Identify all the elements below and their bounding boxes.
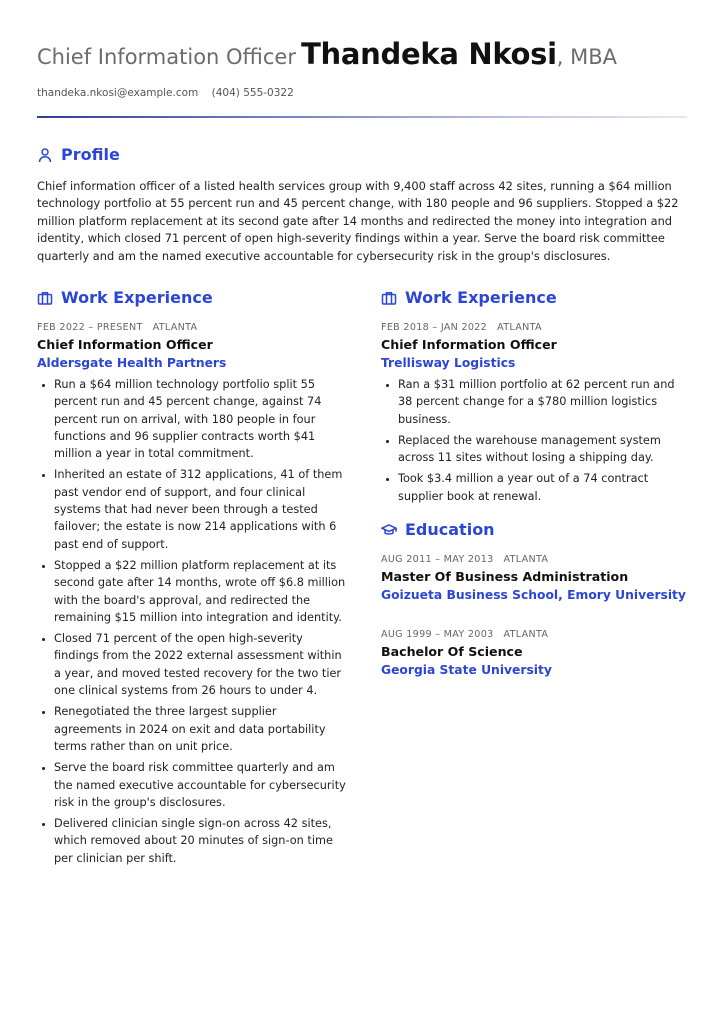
email-text: thandeka.nkosi@example.com bbox=[37, 87, 199, 99]
education-location: ATLANTA bbox=[503, 629, 549, 640]
work-experience-heading-2 bbox=[381, 288, 557, 307]
briefcase-icon bbox=[381, 290, 397, 306]
list-item: • Ran a $31 million portfolio at 62 percent run and 38 percent change for a $780 million logistics business. bbox=[398, 376, 686, 428]
job-location: ATLANTA bbox=[152, 322, 198, 333]
job-meta bbox=[381, 322, 686, 333]
education-heading bbox=[381, 520, 495, 539]
phone-text: (404) 555-0322 bbox=[211, 87, 294, 99]
list-item: • Closed 71 percent of the open high-severity findings from the 2022 external assessment within a year, and moved tested recovery for the two tier one clinical systems from 26 hours to under 4. bbox=[54, 630, 347, 699]
person-name: Thandeka Nkosi bbox=[301, 37, 557, 71]
list-item: • Inherited an estate of 312 applications, 41 of them past vendor end of support, and four clinical systems that had never been through a tested failover; the estate is now 214 applications with 6 past end of support. bbox=[54, 466, 347, 552]
name-line bbox=[37, 36, 687, 77]
graduation-cap-icon bbox=[381, 522, 397, 538]
job-trellisway bbox=[381, 322, 686, 509]
list-item: • Delivered clinician single sign-on across 42 sites, which removed about 20 minutes of sign-on time per clinician per shift. bbox=[54, 815, 347, 867]
list-item: • Renegotiated the three largest supplier agreements in 2024 on exit and data portability terms rather than on unit price. bbox=[54, 703, 347, 755]
job-role: Chief Information Officer bbox=[37, 337, 213, 352]
job-location: ATLANTA bbox=[497, 322, 542, 333]
list-item: • Serve the board risk committee quarterly and am the named executive accountable for cybersecurity risk in the group's disclosures. bbox=[54, 759, 347, 811]
education-meta bbox=[381, 554, 686, 565]
profile-heading-label: Profile bbox=[61, 145, 120, 164]
education-item-bs bbox=[381, 629, 686, 677]
contact-line bbox=[37, 87, 304, 99]
list-item: • Run a $64 million technology portfolio split 55 percent run and 45 percent change, against 74 percent run on arrival, with 180 people in four functions and 96 supplier contracts worth $41 million a year in total commitment. bbox=[54, 376, 347, 462]
education-dates: AUG 2011 – MAY 2013 bbox=[381, 554, 494, 565]
education-school: Goizueta Business School, Emory University bbox=[381, 588, 686, 602]
job-role: Chief Information Officer bbox=[381, 337, 557, 352]
header-divider bbox=[37, 116, 687, 118]
job-dates: FEB 2018 – JAN 2022 bbox=[381, 322, 488, 333]
name-suffix: , MBA bbox=[556, 45, 618, 69]
education-degree: Master Of Business Administration bbox=[381, 569, 629, 584]
education-location: ATLANTA bbox=[503, 554, 549, 565]
work-experience-heading-label: Work Experience bbox=[405, 288, 557, 307]
user-icon bbox=[37, 147, 53, 163]
education-degree: Bachelor Of Science bbox=[381, 644, 523, 659]
job-bullets bbox=[37, 376, 347, 867]
list-item: • Replaced the warehouse management system across 11 sites without losing a shipping day. bbox=[398, 432, 686, 467]
list-item: • Took $3.4 million a year out of a 74 contract supplier book at renewal. bbox=[398, 470, 686, 505]
job-company: Trellisway Logistics bbox=[381, 356, 516, 370]
education-dates: AUG 1999 – MAY 2003 bbox=[381, 629, 494, 640]
briefcase-icon bbox=[37, 290, 53, 306]
education-item-mba bbox=[381, 554, 686, 602]
work-experience-heading bbox=[37, 288, 213, 307]
job-bullets bbox=[381, 376, 686, 505]
work-experience-heading-label: Work Experience bbox=[61, 288, 213, 307]
header-job-title: Chief Information Officer bbox=[37, 45, 296, 69]
resume-header bbox=[37, 36, 687, 77]
education-school: Georgia State University bbox=[381, 663, 552, 677]
job-dates: FEB 2022 – PRESENT bbox=[37, 322, 143, 333]
job-company: Aldersgate Health Partners bbox=[37, 356, 227, 370]
profile-heading bbox=[37, 145, 120, 164]
job-aldersgate bbox=[37, 322, 347, 871]
education-meta bbox=[381, 629, 686, 640]
profile-summary: Chief information officer of a listed health services group with 9,400 staff across 42 sites, running a $64 million technology portfolio at 55 percent run and 45 percent change, with 180 people and 96 suppliers. Stopped a $22 million platform replacement at its second gate after 14 months and redirected the money into integration and identity, which closed 71 percent of open high-severity findings within a year. Serve the board risk committee quarterly and am the named executive accountable for cybersecurity risk in the group's disclosures. bbox=[37, 179, 679, 263]
list-item: • Stopped a $22 million platform replacement at its second gate after 14 months, wrote off $6.8 million with the board's approval, and redirected the remaining $15 million into integration and identity. bbox=[54, 557, 347, 626]
education-heading-label: Education bbox=[405, 520, 495, 539]
job-meta bbox=[37, 322, 347, 333]
